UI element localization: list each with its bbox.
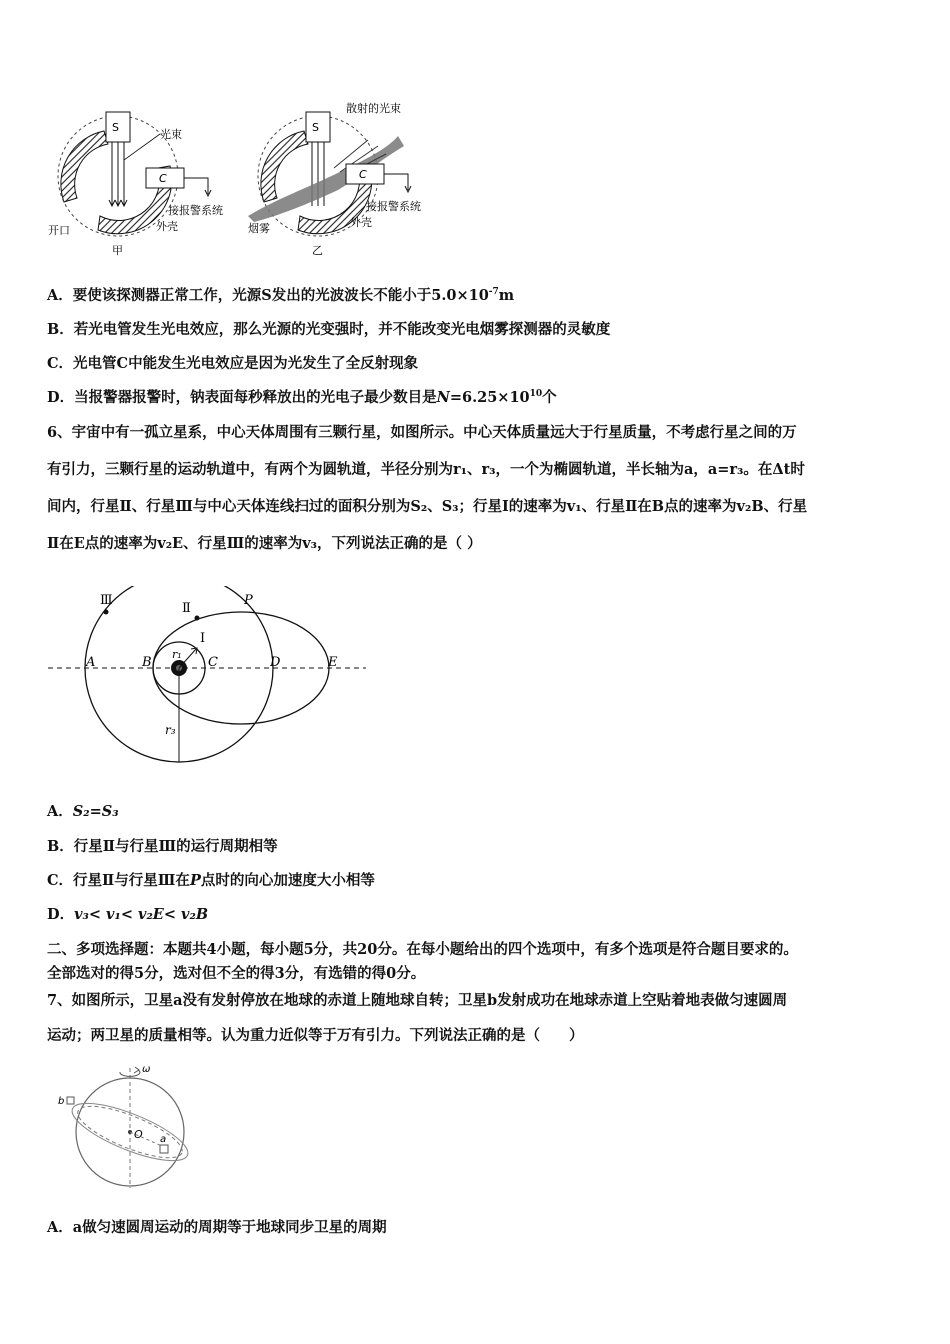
- satellite-a: [160, 1145, 168, 1153]
- jia-shell-label: 外壳: [156, 220, 178, 233]
- q7-stem-line-1: 7、如图所示，卫星a没有发射停放在地球的赤道上随地球自转；卫星b发射成功在地球赤道上空贴着地表做匀速圆周: [47, 992, 788, 1009]
- label-o: O: [134, 1128, 143, 1141]
- yi-scattered-label: 散射的光束: [346, 102, 401, 115]
- label-ii: Ⅱ: [182, 601, 191, 616]
- q6-option-d: D．v₃< v₁< v₂E< v₂B: [47, 906, 209, 923]
- label-b: B: [142, 655, 152, 670]
- q6-stem-line-1: 6、宇宙中有一孤立星系，中心天体周围有三颗行星，如图所示。中心天体质量远大于行星质量，不考虑行星之间的万: [47, 424, 797, 441]
- label-b: b: [58, 1096, 65, 1107]
- section2-line-2: 全部选对的得5分，选对但不全的得3分，有选错的得0分。: [47, 965, 426, 982]
- q7-stem-line-2: 运动；两卫星的质量相等。认为重力近似等于万有引力。下列说法正确的是（ ）: [47, 1027, 584, 1044]
- jia-source-label: S: [112, 121, 119, 134]
- earth-figure: [50, 1060, 200, 1190]
- yi-alarm-label: 接报警系统: [366, 200, 421, 213]
- yi-caption: 乙: [312, 244, 323, 257]
- planet-ii-dot: [195, 616, 200, 621]
- label-a: A: [86, 655, 96, 670]
- jia-caption: 甲: [112, 244, 123, 257]
- yi-receiver-label: C: [359, 168, 367, 181]
- label-d: D: [270, 655, 281, 670]
- q5-option-c: C．光电管C中能发生光电效应是因为光发生了全反射现象: [47, 355, 419, 372]
- section2-line-1: 二、多项选择题：本题共4小题，每小题5分，共20分。在每小题给出的四个选项中，有多个选项是符合题目要求的。: [47, 941, 798, 958]
- q6-stem-line-2: 有引力，三颗行星的运动轨道中，有两个为圆轨道，半径分别为r₁、r₃，一个为椭圆轨道，半长轴为a，a=r₃。在Δt时: [47, 461, 805, 478]
- jia-receiver-label: C: [159, 172, 167, 185]
- label-i: Ⅰ: [200, 631, 206, 646]
- figure-yi: [248, 101, 421, 257]
- jia-opening-label: 开口: [48, 224, 70, 237]
- q6-option-b: B．行星Ⅱ与行星Ⅲ的运行周期相等: [47, 838, 278, 855]
- label-r3: r₃: [165, 723, 176, 737]
- label-p: P: [244, 593, 253, 608]
- jia-alarm-label: 接报警系统: [168, 204, 223, 217]
- yi-source-label: S: [312, 121, 319, 134]
- q5-option-a: A．要使该探测器正常工作，光源S发出的光波波长不能小于$5.0\times 10^{-7}m$: [47, 287, 515, 304]
- label-iii: Ⅲ: [100, 593, 113, 608]
- planet-iii-dot: [104, 610, 109, 615]
- q5-option-d: D．当报警器报警时，钠表面每秒释放出的光电子最少数目是$N=6.25\times 10^{10}$个: [47, 389, 557, 406]
- label-a: a: [160, 1134, 167, 1145]
- q7-option-a: A．a做匀速圆周运动的周期等于地球同步卫星的周期: [47, 1219, 387, 1236]
- q6-option-a: A．S₂=S₃: [47, 803, 119, 820]
- label-c: C: [208, 655, 218, 670]
- yi-smoke-label: 烟雾: [248, 222, 270, 235]
- jia-beam-label: 光束: [160, 128, 182, 141]
- omega-label: ω: [142, 1064, 151, 1075]
- q6-stem-line-3: 间内，行星Ⅱ、行星Ⅲ与中心天体连线扫过的面积分别为S₂、S₃；行星Ⅰ的速率为v₁、行星Ⅱ在B点的速率为v₂B、行星: [47, 498, 808, 515]
- label-e: E: [328, 655, 338, 670]
- label-r1: r₁: [172, 648, 182, 661]
- q6-stem-line-4: Ⅱ在E点的速率为v₂E、行星Ⅲ的速率为v₃，下列说法正确的是（ ）: [47, 535, 482, 552]
- figure-jia: [48, 112, 223, 257]
- yi-shell-label: 外壳: [350, 216, 372, 229]
- orbit-figure: [48, 586, 368, 764]
- q5-option-b: B．若光电管发生光电效应，那么光源的光变强时，并不能改变光电烟雾探测器的灵敏度: [47, 321, 611, 338]
- satellite-b: [67, 1097, 74, 1104]
- smoke-detector-figure: [48, 98, 448, 260]
- q6-option-c: C．行星Ⅱ与行星Ⅲ在P点时的向心加速度大小相等: [47, 872, 375, 889]
